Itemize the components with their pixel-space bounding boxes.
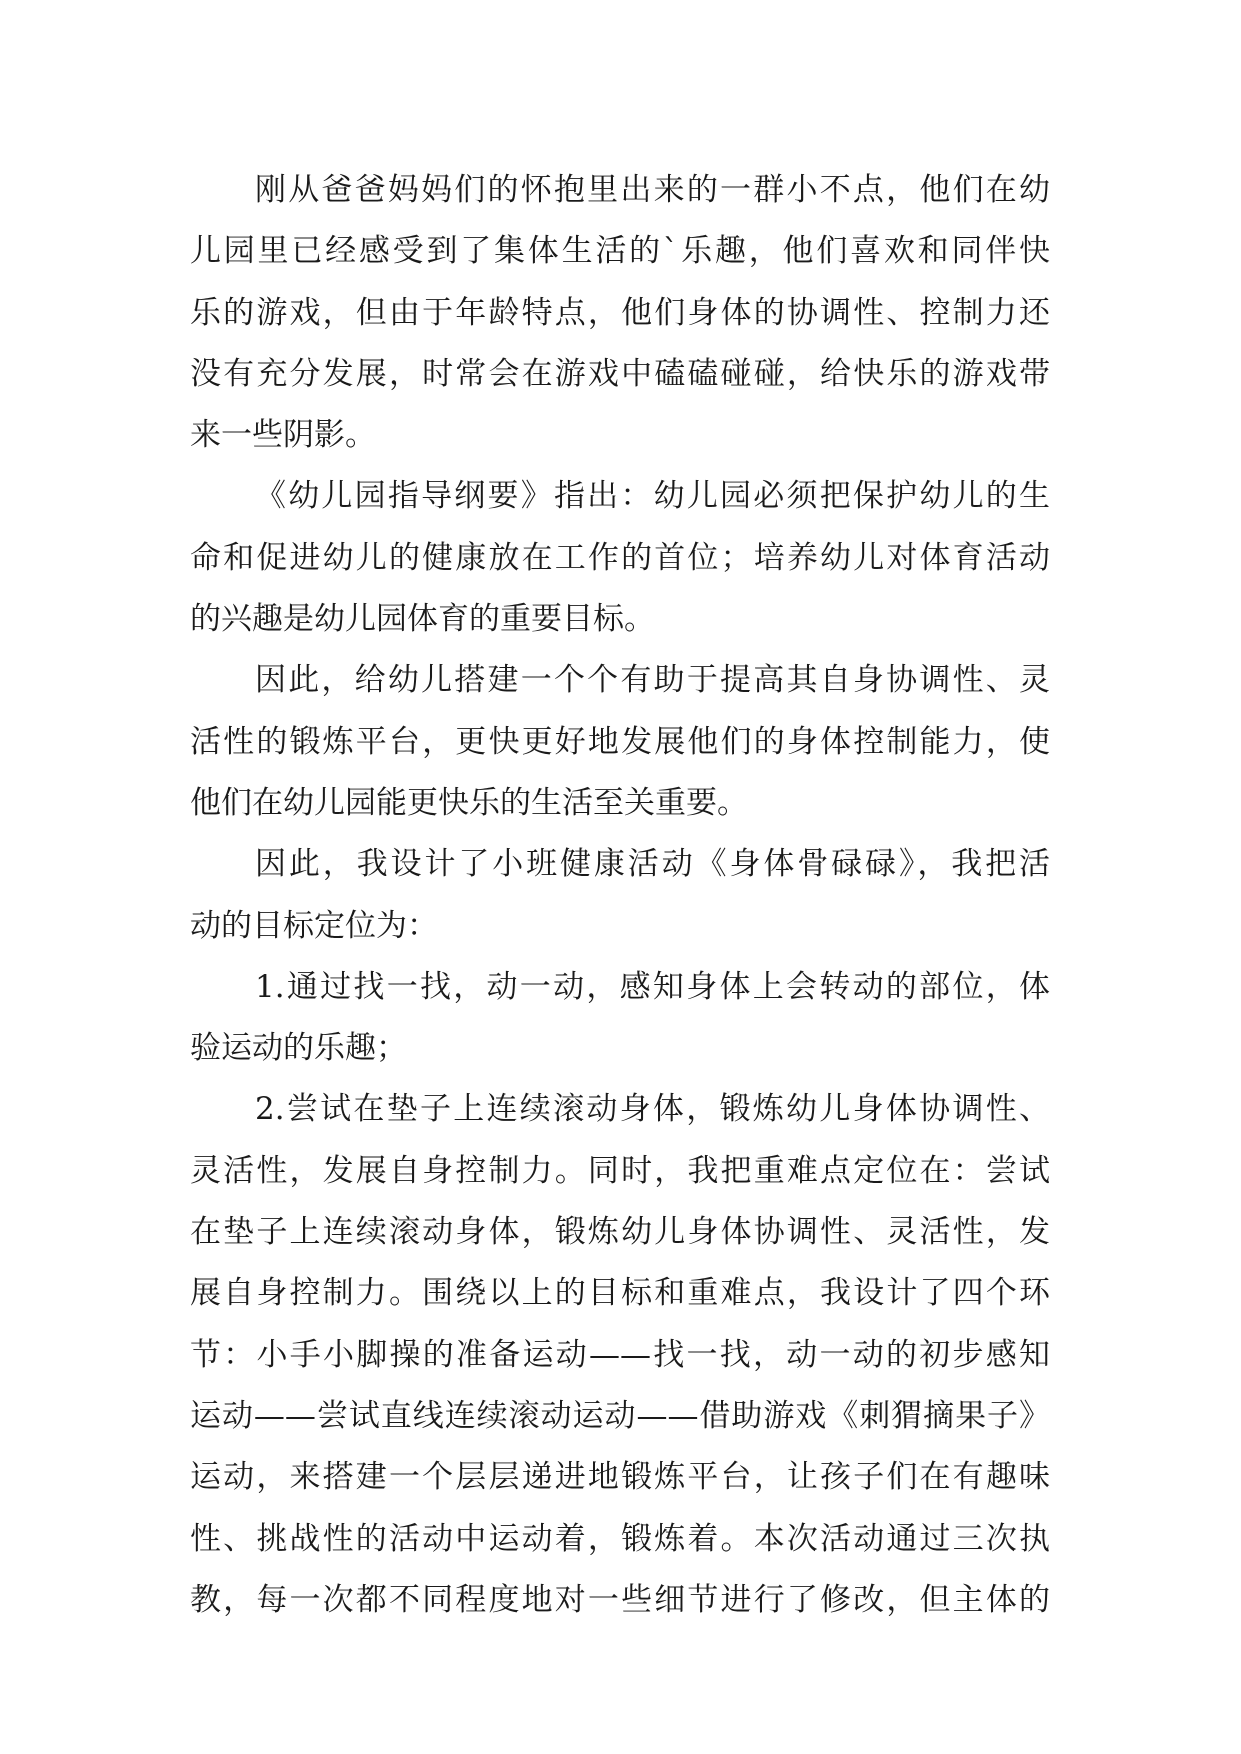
text-line: 展自身控制力。围绕以上的目标和重难点，我设计了四个环	[190, 1275, 1050, 1312]
text-line: 2.尝试在垫子上连续滚动身体，锻炼幼儿身体协调性、	[255, 1091, 1050, 1128]
text-line: 《幼儿园指导纲要》指出：幼儿园必须把保护幼儿的生	[255, 478, 1050, 515]
text-line: 验运动的乐趣；	[190, 1030, 407, 1067]
text-line: 教，每一次都不同程度地对一些细节进行了修改，但主体的	[190, 1581, 1050, 1618]
text-line: 没有充分发展，时常会在游戏中磕磕碰碰，给快乐的游戏带	[190, 355, 1050, 392]
text-line: 刚从爸爸妈妈们的怀抱里出来的一群小不点，他们在幼	[255, 172, 1050, 208]
text-line: 命和促进幼儿的健康放在工作的首位；培养幼儿对体育活动	[190, 539, 1050, 576]
text-line: 灵活性，发展自身控制力。同时，我把重难点定位在：尝试	[190, 1152, 1050, 1189]
text-line: 因此，给幼儿搭建一个个有助于提高其自身协调性、灵	[255, 662, 1050, 699]
text-line: 1.通过找一找，动一动，感知身体上会转动的部位，体	[255, 968, 1050, 1005]
text-line: 乐的游戏，但由于年龄特点，他们身体的协调性、控制力还	[190, 294, 1050, 331]
text-line: 的兴趣是幼儿园体育的重要目标。	[190, 601, 655, 638]
text-line: 性、挑战性的活动中运动着，锻炼着。本次活动通过三次执	[190, 1520, 1050, 1557]
text-line: 儿园里已经感受到了集体生活的`乐趣，他们喜欢和同伴快	[190, 233, 1050, 270]
text-line: 来一些阴影。	[190, 417, 376, 454]
text-line: 运动，来搭建一个层层递进地锻炼平台，让孩子们在有趣味	[190, 1459, 1050, 1496]
text-line: 节：小手小脚操的准备运动——找一找，动一动的初步感知	[190, 1336, 1050, 1373]
body-text	[190, 160, 1050, 1631]
text-line: 因此，我设计了小班健康活动《身体骨碌碌》，我把活	[255, 846, 1050, 883]
text-line: 动的目标定位为：	[190, 907, 438, 944]
text-line: 活性的锻炼平台，更快更好地发展他们的身体控制能力，使	[190, 723, 1050, 760]
text-line: 他们在幼儿园能更快乐的生活至关重要。	[190, 784, 748, 821]
text-line: 在垫子上连续滚动身体，锻炼幼儿身体协调性、灵活性，发	[190, 1214, 1050, 1251]
text-line: 运动——尝试直线连续滚动运动——借助游戏《刺猬摘果子》	[190, 1397, 1050, 1434]
